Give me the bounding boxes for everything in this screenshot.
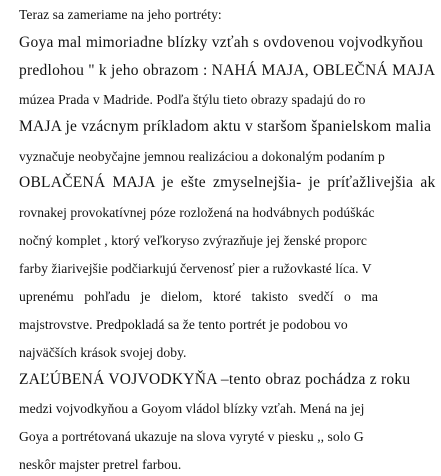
text-line: Goya a portrétovaná ukazuje na slova vyryté v piesku ,, solo G	[19, 429, 364, 444]
text-line: majstrovstve. Predpokladá sa že tento portrét je podobou vo	[19, 317, 348, 332]
text-line: farby žiarivejšie podčiarkujú červenosť pier a ružovkasté líca. V	[19, 261, 372, 276]
text-line: nočný komplet , ktorý veľkoryso zvýrazňuje jej ženské proporc	[19, 233, 367, 248]
text-line: MAJA je vzácnym príkladom aktu v staršom španielskom malia	[19, 118, 432, 135]
text-line: Goya mal mimoriadne blízky vzťah s ovdovenou vojvodkyňou	[19, 34, 424, 51]
text-line: rovnakej provokatívnej póze rozložená na hodvábnych podúškác	[19, 205, 375, 220]
text-line: vyznačuje neobyčajne jemnou realizáciou a dokonalým podaním p	[19, 149, 385, 164]
text-line: najväčších krások svojej doby.	[19, 345, 187, 360]
text-line: Teraz sa zameriame na jeho portréty:	[19, 7, 222, 22]
text-line: múzea Prada v Madride. Podľa štýlu tieto obrazy spadajú do ro	[19, 92, 366, 107]
text-line: ZAĽÚBENÁ VOJVODKYŇA –tento obraz pochádza z roku	[19, 371, 411, 388]
text-line: neskôr majster pretrel farbou.	[19, 457, 182, 472]
text-line: predlohou " k jeho obrazom : NAHÁ MAJA, OBLEČNÁ MAJA	[19, 62, 436, 79]
text-line: uprenému pohľadu je dielom, ktoré takisto svedčí o ma	[19, 289, 379, 304]
text-line: OBLAČENÁ MAJA je ešte zmyselnejšia- je príťažlivejšia ak	[19, 174, 436, 191]
text-line: medzi vojvodkyňou a Goyom vládol blízky vzťah. Mená na jej	[19, 401, 365, 416]
